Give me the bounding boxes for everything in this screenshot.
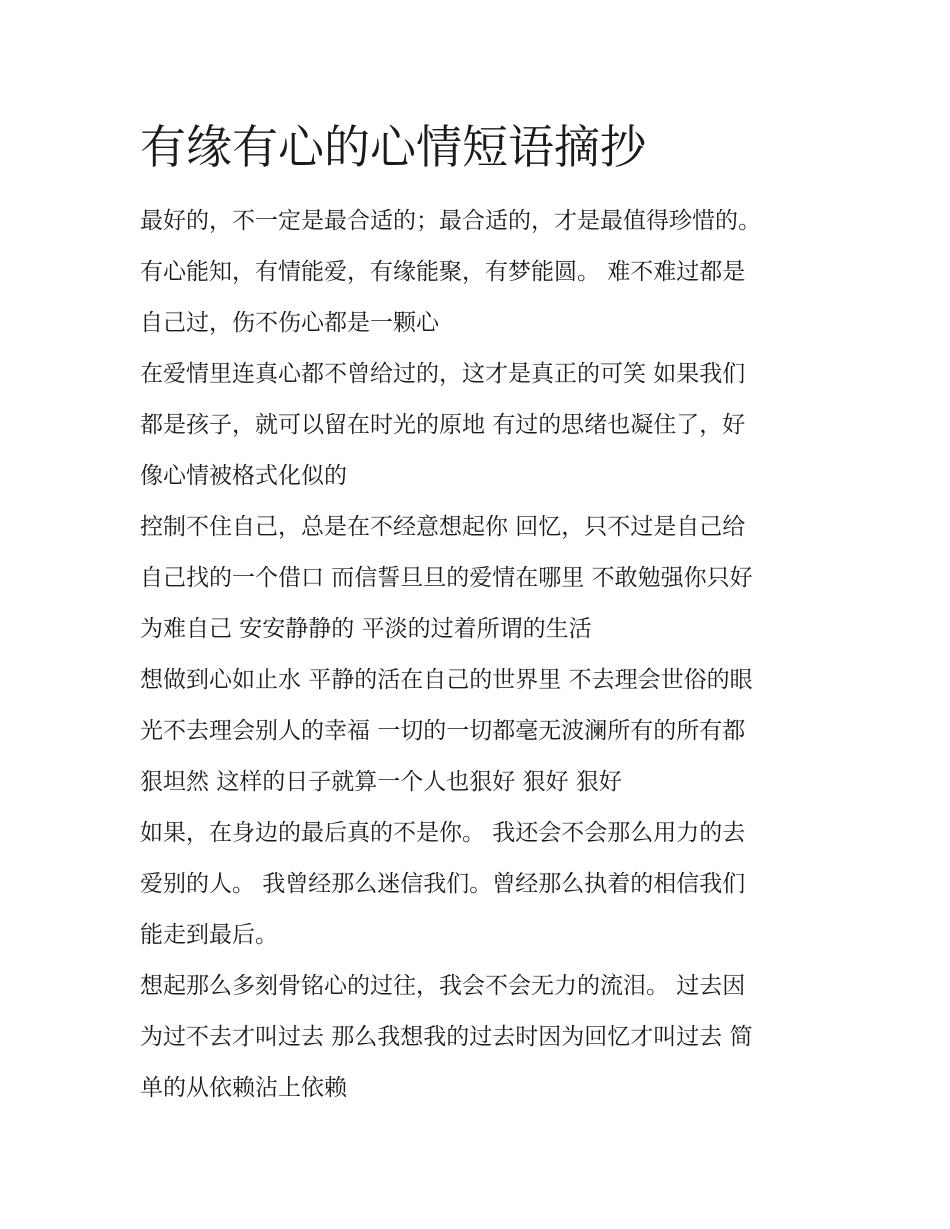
- text-line: 光不去理会别人的幸福 一切的一切都毫无波澜所有的所有都: [140, 718, 746, 744]
- text-line: 能走到最后。: [140, 922, 278, 948]
- text-line: 想起那么多刻骨铭心的过往，我会不会无力的流泪。 过去因: [140, 973, 746, 999]
- text-line: 自己过，伤不伤心都是一颗心: [140, 310, 439, 336]
- text-line: 想做到心如止水 平静的活在自己的世界里 不去理会世俗的眼: [140, 667, 753, 693]
- paragraph-4: [140, 655, 805, 808]
- paragraph-1: [140, 196, 805, 349]
- text-line: 单的从依赖沾上依赖: [140, 1075, 347, 1101]
- text-line: 像心情被格式化似的: [140, 463, 347, 489]
- text-line: 都是孩子，就可以留在时光的原地 有过的思绪也凝住了，好: [140, 412, 746, 438]
- text-line: 狠坦然 这样的日子就算一个人也狠好 狠好 狠好: [140, 769, 622, 795]
- document-title: 有缘有心的心情短语摘抄: [140, 120, 646, 174]
- paragraph-5: [140, 808, 805, 961]
- paragraph-3: [140, 502, 805, 655]
- text-line: 最好的，不一定是最合适的；最合适的，才是最值得珍惜的。: [140, 208, 761, 234]
- document-body: [140, 112, 805, 1114]
- text-line: 爱别的人。 我曾经那么迷信我们。曾经那么执着的相信我们: [140, 871, 746, 897]
- text-line: 在爱情里连真心都不曾给过的，这才是真正的可笑 如果我们: [140, 361, 746, 387]
- text-line: 有心能知，有情能爱，有缘能聚，有梦能圆。 难不难过都是: [140, 259, 746, 285]
- text-line: 为过不去才叫过去 那么我想我的过去时因为回忆才叫过去 简: [140, 1024, 753, 1050]
- paragraph-6: [140, 961, 805, 1114]
- text-line: 控制不住自己，总是在不经意想起你 回忆，只不过是自己给: [140, 514, 746, 540]
- paragraph-2: [140, 349, 805, 502]
- text-line: 如果，在身边的最后真的不是你。 我还会不会那么用力的去: [140, 820, 746, 846]
- text-line: 为难自己 安安静静的 平淡的过着所谓的生活: [140, 616, 592, 642]
- text-line: 自己找的一个借口 而信誓旦旦的爱情在哪里 不敢勉强你只好: [140, 565, 753, 591]
